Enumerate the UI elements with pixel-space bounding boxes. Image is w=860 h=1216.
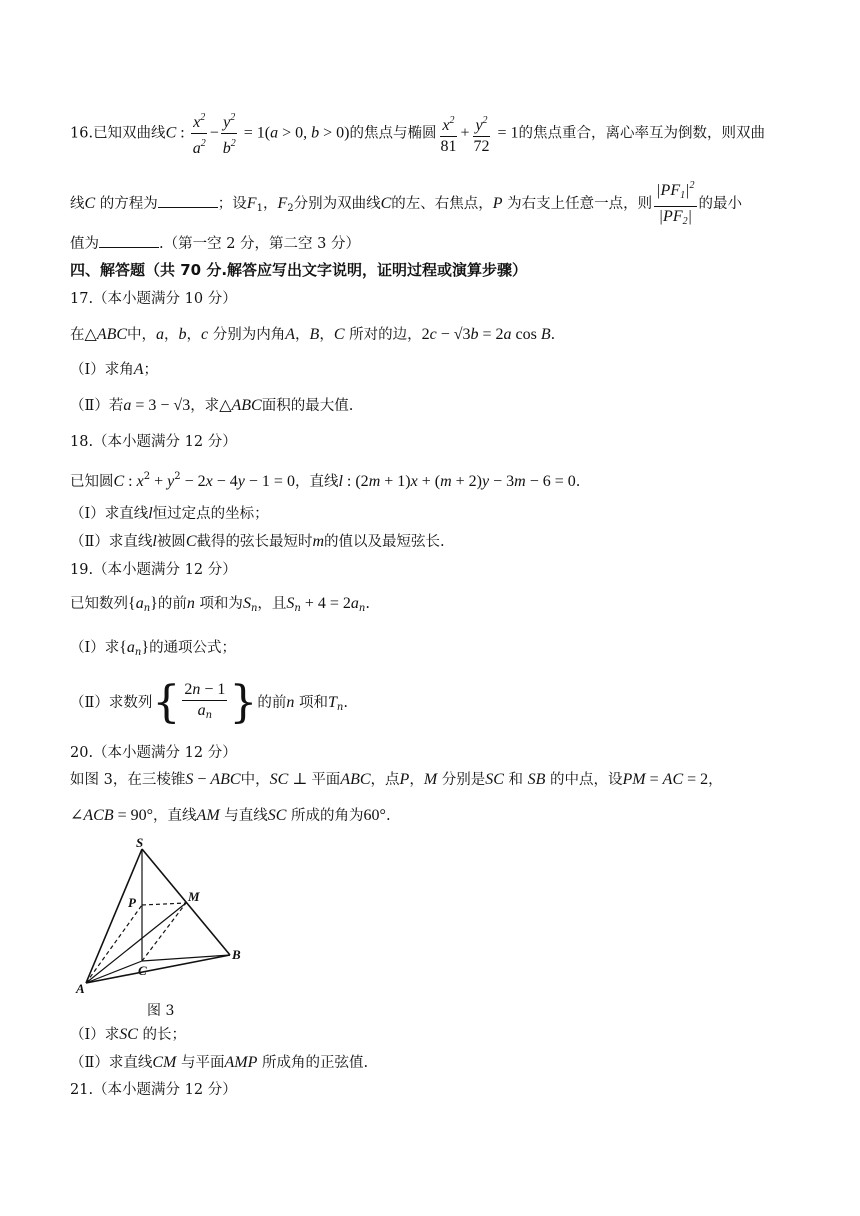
q21-header: 21.（本小题满分 12 分）	[70, 1082, 237, 1098]
q19-text: 项和	[299, 695, 328, 711]
figure-caption: 图 3	[147, 1003, 175, 1019]
q17-part1: （Ⅰ）求角A；	[70, 361, 159, 378]
q16-text: 的焦点与椭圆	[349, 125, 437, 142]
q20-stem1: 如图 3，在三棱锥S − ABC中，SC ⊥ 平面ABC，点P，M 分别是SC 和 SB 的中点，设PM = AC = 2，	[70, 771, 723, 788]
q18-text: ，直线	[294, 474, 339, 490]
q17-text: ，求	[190, 398, 220, 414]
q17-header: 17.（本小题满分 10 分）	[70, 291, 237, 307]
q20-text: 的中点，设	[550, 772, 623, 788]
q20-text: ，点	[370, 772, 400, 788]
segment-PM	[142, 903, 186, 905]
q16-line3	[70, 233, 800, 254]
q16-line1: 16.已知双曲线C : $\frac{x^2}{a^2}$ − $\frac{y^2}{b^2}$ = 1(a > 0, b > 0)的焦点与椭圆 $\frac{x^2}{81}$ + $\frac{y^2}{72}$ = 1的焦点重合，离心率互为倒数，则双曲	[70, 108, 800, 159]
q17-text: 面积的最大值.	[261, 398, 354, 414]
q20-stem2: ∠ACB = 90°，直线AM 与直线SC 所成的角为60°.	[70, 807, 391, 824]
q18-text: 被圆	[156, 534, 186, 550]
q19-text: ，且	[257, 596, 287, 612]
q19-text: （Ⅰ）求	[70, 640, 120, 656]
q17-text: 所对的边，	[349, 327, 422, 343]
q20-header: 20.（本小题满分 12 分）	[70, 745, 237, 761]
q17-text: 分别为内角	[212, 327, 286, 343]
q20-text: 和	[508, 772, 524, 788]
q18-part2: （Ⅱ）求直线l被圆C截得的弦长最短时m的值以及最短弦长.	[70, 533, 445, 550]
q20-text: 所成角的正弦值.	[261, 1055, 369, 1071]
q17-text: （Ⅱ）若	[70, 398, 124, 414]
q17-text: （Ⅰ）求角	[70, 362, 134, 378]
segment-CM	[142, 903, 186, 961]
q19-header: 19.（本小题满分 12 分）	[70, 562, 237, 578]
q20-part2: （Ⅱ）求直线CM 与平面AMP 所成角的正弦值.	[70, 1054, 369, 1071]
segment-AM	[86, 903, 186, 983]
label-B: B	[232, 947, 241, 962]
q17-text: 在	[70, 327, 85, 343]
answer-blank	[158, 193, 218, 208]
q20-part1: （Ⅰ）求SC 的长；	[70, 1026, 187, 1043]
q18-text: （Ⅱ）求直线	[70, 534, 153, 550]
q19-part1: （Ⅰ）求$\{a_n\}$的通项公式；	[70, 639, 237, 658]
q20-text: 与平面	[180, 1055, 225, 1071]
q16-text: 线	[70, 196, 85, 212]
answer-blank	[99, 233, 159, 248]
q17-part2: （Ⅱ）若a = 3 − √3，求△ABC面积的最大值.	[70, 397, 354, 414]
label-A: A	[76, 981, 85, 995]
q18-text: 的值以及最短弦长.	[324, 534, 445, 550]
q20-text: 所成的角为	[291, 808, 364, 824]
q18-header: 18.（本小题满分 12 分）	[70, 434, 237, 450]
q18-part1: （Ⅰ）求直线l恒过定点的坐标；	[70, 505, 269, 522]
edge-SA	[86, 849, 142, 983]
q18-text: （Ⅰ）求直线	[70, 506, 149, 522]
q19-part2: （Ⅱ）求数列{ $\frac{2n - 1}{a_n}$ }的前n 项和$T_n$.	[70, 677, 348, 728]
q17-stem: 在△ABC中，a，b，c 分别为内角A，B，C 所对的边，2c − √3b = 2a cos B.	[70, 326, 556, 343]
q18-text: 已知圆	[70, 474, 114, 490]
q19-text: 的通项公式；	[149, 640, 237, 656]
label-S: S	[136, 835, 144, 850]
q20-text: 平面	[311, 772, 341, 788]
pyramid-figure	[70, 835, 250, 995]
q20-text: 与直线	[224, 808, 268, 824]
q16-text: 值为	[70, 236, 99, 252]
q19-stem: 已知数列$\{a_n\}$的前n 项和为$S_n$，且$S_n + 4 = 2a_n$.	[70, 595, 370, 614]
q16-text: ；设	[217, 196, 247, 212]
q16-text: ，	[262, 196, 278, 212]
label-P: P	[128, 895, 136, 910]
q20-text: （Ⅰ）求	[70, 1027, 120, 1043]
q19-text: 已知数列	[70, 596, 128, 612]
q20-text: 如图 3，在三棱锥	[70, 772, 186, 788]
section-heading: 四、解答题（共 70 分.解答应写出文字说明，证明过程或演算步骤）	[70, 261, 528, 279]
q19-text: 项和为	[199, 596, 243, 612]
q16-text: 的方程为	[99, 196, 158, 212]
label-C: C	[138, 963, 147, 978]
q18-text: 截得的弦长最短时	[196, 534, 313, 550]
q16-text: 的最小	[698, 196, 743, 212]
q20-text: 的长；	[142, 1027, 187, 1043]
q16-text: 的左、右焦点，	[391, 196, 493, 212]
q19-text: （Ⅱ）求数列	[70, 695, 153, 711]
q16-text: 为右支上任意一点，则	[507, 196, 653, 212]
q16-text: 已知双曲线	[93, 125, 166, 142]
q16-line2: 线C 的方程为 ；设$F_1$，$F_2$分别为双曲线C的左、右焦点，P 为右支上任意一点，则 $\frac{|PF_1|^2}{|PF_2|}$ 的最小	[70, 176, 800, 232]
q18-text: 恒过定点的坐标；	[152, 506, 269, 522]
q16-text: 的焦点重合，离心率互为倒数，则双曲	[518, 125, 766, 142]
edge-SB	[142, 849, 230, 955]
q20-text: ，直线	[153, 808, 197, 824]
q16-text: 分别为双曲线	[293, 196, 381, 212]
q20-text: （Ⅱ）求直线	[70, 1055, 153, 1071]
q16-number: 16.	[70, 125, 94, 142]
q20-text: 分别是	[441, 772, 486, 788]
edge-AB	[86, 955, 230, 983]
q20-text: 中，	[240, 772, 270, 788]
label-M: M	[188, 889, 200, 904]
q16-text: .（第一空 2 分，第二空 3 分）	[159, 236, 360, 252]
q19-text: 的前	[157, 596, 187, 612]
q17-text: 中，	[127, 327, 157, 343]
q18-stem: 已知圆C : $x^2 + y^2 - 2x - 4y - 1 = 0$，直线l : (2m + 1)x + (m + 2)y − 3m − 6 = 0.	[70, 471, 581, 490]
q19-text: 的前	[257, 695, 287, 711]
